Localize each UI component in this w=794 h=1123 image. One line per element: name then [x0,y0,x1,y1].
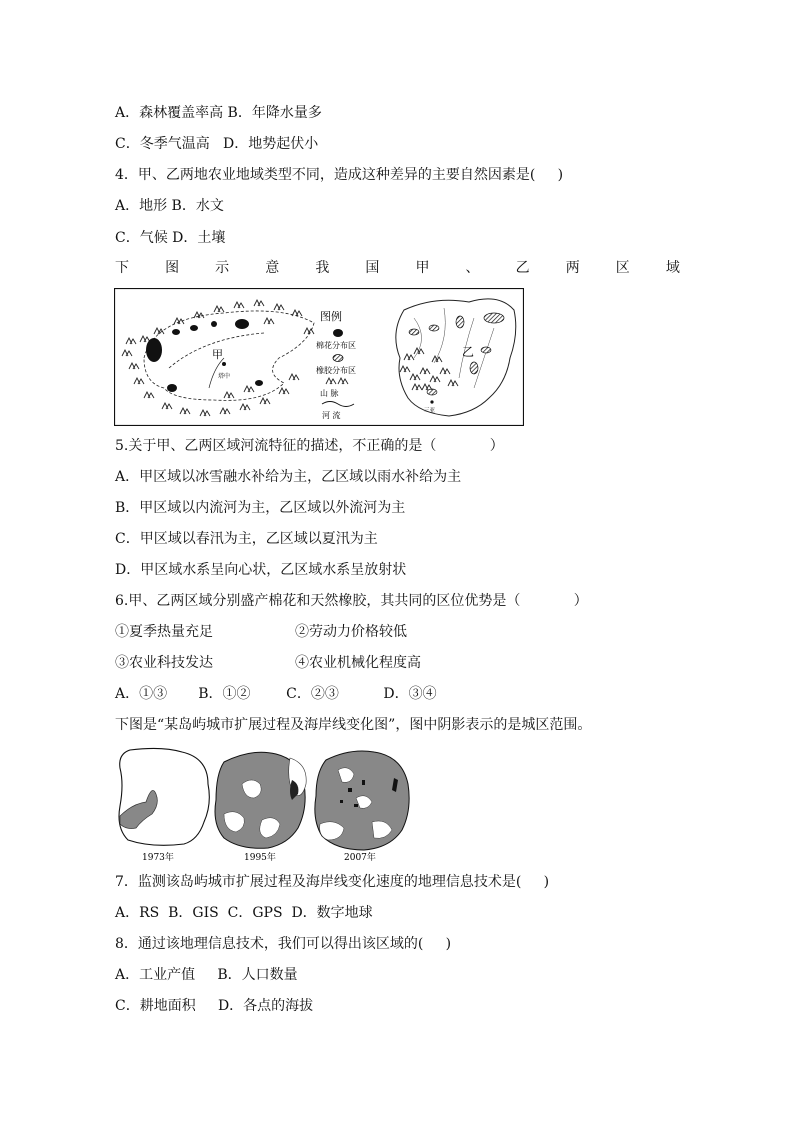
q4-stem: 4．甲、乙两地农业地域类型不同，造成这种差异的主要自然因素是( ) [115,167,564,183]
q6-opt2: ②劳动力价格较低 [295,624,407,640]
q8-options-line2: C．耕地面积 D．各点的海拔 [115,998,314,1014]
intro-map2: 下图是“某岛屿城市扩展过程及海岸线变化图”，图中阴影表示的是城区范围。 [115,717,592,733]
q4-options-line1: A．地形 B．水文 [115,198,224,214]
q6-opt4: ④农业机械化程度高 [295,655,421,671]
intro-char: 、 [465,260,480,276]
label-jia: 甲 [212,348,223,361]
q5-stem: 5.关于甲、乙两区域河流特征的描述，不正确的是（ ） [115,438,504,454]
year-1995: 1995年 [244,853,276,863]
legend-rubber: 橡胶分布区 [316,366,356,375]
intro-char: 域 [665,260,680,276]
city-jia: 塔中 [218,373,231,380]
intro-map1 [115,258,680,278]
q7-stem: 7．监测该岛屿城市扩展过程及海岸线变化速度的地理信息技术是( ) [115,874,550,890]
intro-char: 示 [215,260,230,276]
intro-char: 意 [265,260,280,276]
intro-char: 区 [615,260,630,276]
q3-options-line2: C．冬季气温高 D．地势起伏小 [115,136,319,152]
q8-stem: 8．通过该地理信息技术，我们可以得出该区域的( ) [115,936,452,952]
q4-options-line2: C．气候 D．土壤 [115,230,226,246]
intro-char: 乙 [515,260,530,276]
legend-title: 图例 [320,310,342,323]
legend-mountain: 山 脉 [320,389,339,398]
q6-opt1: ①夏季热量充足 [115,624,213,640]
legend-cotton: 棉花分布区 [316,341,356,350]
island-2007 [315,751,409,863]
city-yi: 三亚 [424,408,436,414]
label-yi: 乙 [462,345,475,359]
q6-stem: 6.甲、乙两区域分别盛产棉花和天然橡胶，其共同的区位优势是（ ） [115,593,588,609]
intro-char: 下 [115,260,129,276]
map-island-expansion [112,744,412,866]
intro-char: 两 [565,260,580,276]
intro-char: 甲 [415,260,430,276]
q5-option-a: A．甲区域以冰雪融水补给为主，乙区域以雨水补给为主 [115,469,462,485]
intro-char: 我 [315,260,330,276]
map-jia-yi-regions [114,288,524,426]
q5-option-c: C．甲区域以春汛为主，乙区域以夏汛为主 [115,531,378,547]
q3-options-line1: A．森林覆盖率高 B．年降水量多 [115,105,322,121]
q5-option-d: D．甲区域水系呈向心状，乙区域水系呈放射状 [115,562,407,578]
year-2007: 2007年 [344,853,376,863]
intro-char: 图 [165,260,180,276]
intro-char: 国 [365,260,380,276]
island-1995 [215,752,306,863]
q8-options-line1: A．工业产值 B．人口数量 [115,967,298,983]
q7-options: A．RS B．GIS C．GPS D．数字地球 [115,905,373,921]
q6-answers: A．①③ B．①② C．②③ D．③④ [115,686,437,702]
legend-river: 河 流 [322,411,341,420]
q6-opt3: ③农业科技发达 [115,655,213,671]
island-1973 [119,748,209,863]
year-1973: 1973年 [142,853,174,863]
q5-option-b: B．甲区域以内流河为主，乙区域以外流河为主 [115,500,406,516]
